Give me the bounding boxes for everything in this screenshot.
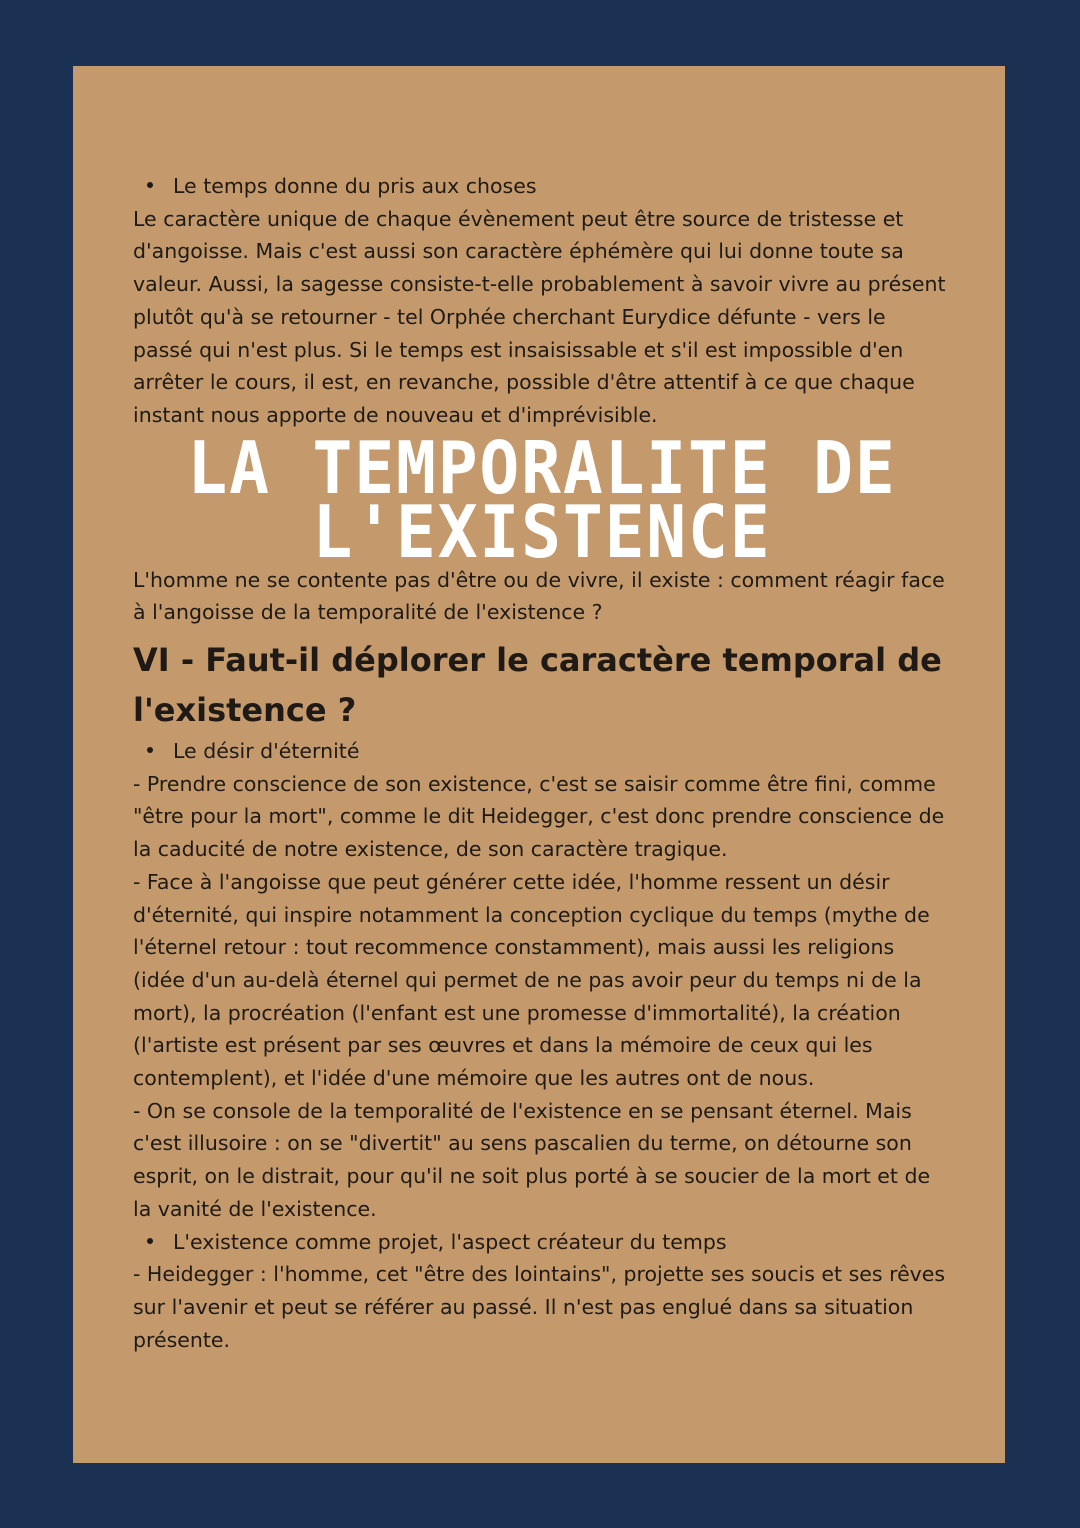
title-line-2: L'EXISTENCE [312, 489, 772, 574]
bullet-item [133, 735, 951, 768]
bullet-dot-icon [133, 735, 173, 768]
page-card [73, 66, 1005, 1463]
title-line-1: LA TEMPORALITE DE [187, 425, 897, 510]
bullet-dot-icon [133, 170, 173, 203]
document-content [133, 170, 951, 1356]
bullet-item [133, 1226, 951, 1259]
paragraph: - Prendre conscience de son existence, c'est se saisir comme être fini, comme "être pour la mort", comme le dit Heidegger, c'est donc prendre conscience de la caducité de notre existence, de son caractère tragique. [133, 771, 945, 862]
bullet-dot-icon [133, 1226, 173, 1259]
bullet-item [133, 170, 951, 203]
paragraph: - Face à l'angoisse que peut générer cette idée, l'homme ressent un désir d'éternité, qui inspire notamment la conception cyclique du temps (mythe de l'éternel retour : tout recommence constamment), mais aussi les religions (idée d'un au-delà éternel qui permet de ne pas avoir peur du temps ni de la mort), la procréation (l'enfant est une promesse d'immortalité), la création (l'artiste est présent par ses œuvres et dans la mémoire de ceux qui les contemplent), et l'idée d'une mémoire que les autres ont de nous. [133, 869, 930, 1091]
section-title [166, 425, 919, 574]
section-heading: VI - Faut-il déplorer le caractère temporal de l'existence ? [133, 641, 942, 730]
paragraph: - On se console de la temporalité de l'existence en se pensant éternel. Mais c'est illusoire : on se "divertit" au sens pascalien du terme, on détourne son esprit, on le distrait, pour qu'il ne soit plus porté à se soucier de la mort et de la vanité de l'existence. [133, 1098, 931, 1221]
bullet-text: Le temps donne du pris aux choses [173, 174, 537, 198]
lead-paragraph: L'homme ne se contente pas d'être ou de vivre, il existe : comment réagir face à l'angoisse de la temporalité de l'existence ? [133, 567, 945, 625]
paragraph: - Heidegger : l'homme, cet "être des lointains", projette ses soucis et ses rêves sur l'avenir et peut se référer au passé. Il n'est pas englué dans sa situation présente. [133, 1262, 946, 1352]
bullet-text: L'existence comme projet, l'aspect créateur du temps [173, 1229, 727, 1254]
bullet-text: Le désir d'éternité [173, 739, 360, 764]
intro-paragraph: Le caractère unique de chaque évènement peut être source de tristesse et d'angoisse. Mais c'est aussi son caractère éphémère qui lui donne toute sa valeur. Aussi, la sagesse consiste-t-elle probablement à savoir vivre au présent plutôt qu'à se retourner - tel Orphée cherchant Eurydice défunte - vers le passé qui n'est plus. Si le temps est insaisissable et s'il est impossible d'en arrêter le cours, il est, en revanche, possible d'être attentif à ce que chaque instant nous apporte de nouveau et d'imprévisible. [133, 206, 946, 427]
